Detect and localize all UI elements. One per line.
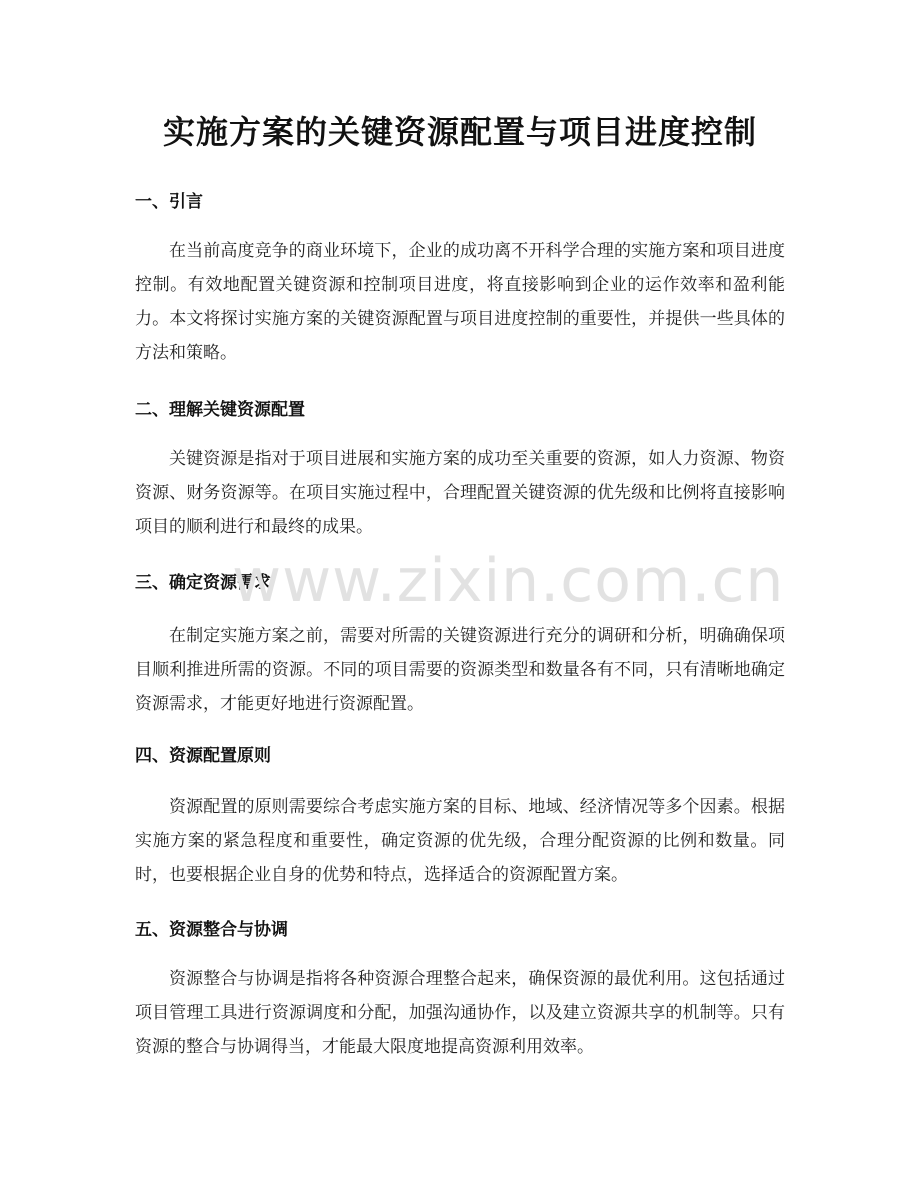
section-paragraph-resource-needs: 在制定实施方案之前，需要对所需的关键资源进行充分的调研和分析，明确确保项目顺利推进所需的资源。不同的项目需要的资源类型和数量各有不同，只有清晰地确定资源需求，才能更好地进行资源配置。 [135,626,785,714]
watermark: www.zixin.com.cn [232,546,785,616]
section-heading-resource-needs: 三、确定资源需求 [135,573,271,593]
section-paragraph-integration: 资源整合与协调是指将各种资源合理整合起来，确保资源的最优利用。这包括通过项目管理工具进行资源调度和分配，加强沟通协作，以及建立资源共享的机制等。只有资源的整合与协调得当，才能最大限度地提高资源利用效率。 [135,969,785,1057]
section-paragraph-key-resources: 关键资源是指对于项目进展和实施方案的成功至关重要的资源，如人力资源、物资资源、财务资源等。在项目实施过程中，合理配置关键资源的优先级和比例将直接影响项目的顺利进行和最终的成果。 [135,449,785,537]
section-heading-key-resources: 二、理解关键资源配置 [135,400,305,420]
section-heading-integration: 五、资源整合与协调 [135,920,288,940]
section-heading-intro: 一、引言 [135,192,203,212]
document-title: 实施方案的关键资源配置与项目进度控制 [162,113,757,151]
section-heading-allocation-principles: 四、资源配置原则 [135,746,271,766]
section-paragraph-intro: 在当前高度竞争的商业环境下，企业的成功离不开科学合理的实施方案和项目进度控制。有效地配置关键资源和控制项目进度，将直接影响到企业的运作效率和盈利能力。本文将探讨实施方案的关键资源配置与项目进度控制的重要性，并提供一些具体的方法和策略。 [135,241,785,363]
section-paragraph-allocation-principles: 资源配置的原则需要综合考虑实施方案的目标、地域、经济情况等多个因素。根据实施方案的紧急程度和重要性，确定资源的优先级，合理分配资源的比例和数量。同时，也要根据企业自身的优势和特点，选择适合的资源配置方案。 [135,797,785,885]
